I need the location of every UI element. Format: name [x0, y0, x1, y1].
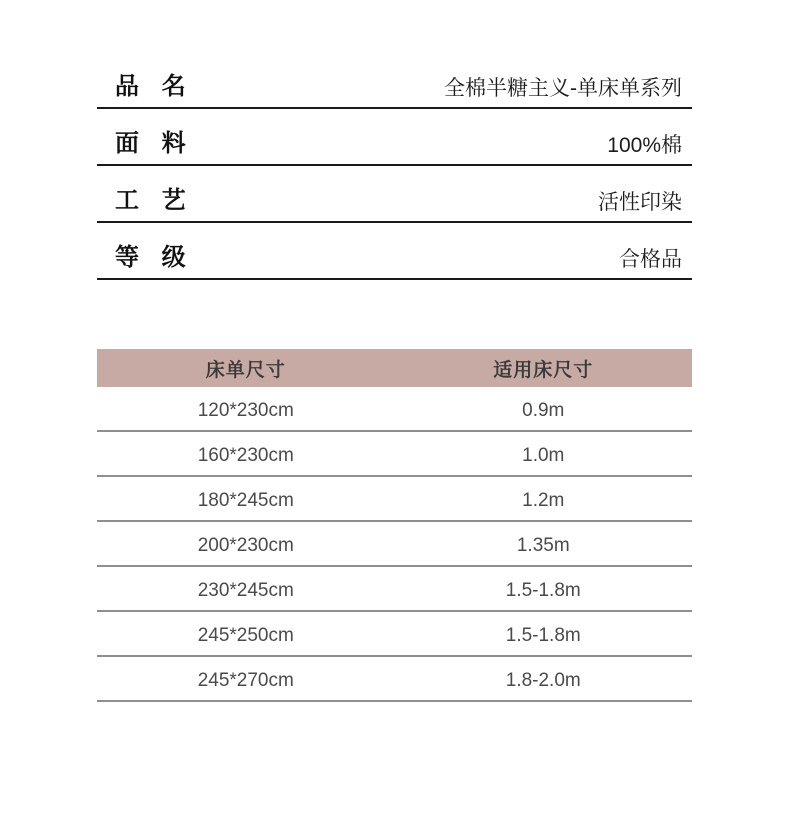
- bed-size-cell: 1.5-1.8m: [505, 580, 581, 601]
- bed-size-cell: 1.0m: [522, 445, 565, 466]
- sheet-size-cell: 245*250cm: [197, 625, 294, 646]
- spec-label: 面 料: [115, 130, 187, 157]
- spec-value: 合格品: [619, 248, 682, 271]
- bed-size-cell: 1.5-1.8m: [505, 625, 581, 646]
- spec-value: 100%棉: [607, 134, 682, 157]
- size-table-row: [97, 387, 692, 432]
- size-table-header-bed-size: 适用床尺寸: [493, 359, 594, 381]
- spec-row-product-name: [97, 52, 692, 109]
- sheet-size-cell: 160*230cm: [197, 445, 294, 466]
- size-table-row: [97, 567, 692, 612]
- size-table-header-sheet-size: 床单尺寸: [205, 359, 286, 381]
- size-table-row: [97, 657, 692, 702]
- size-table-row: [97, 522, 692, 567]
- sheet-size-cell: 230*245cm: [197, 580, 294, 601]
- spec-value: 全棉半糖主义-单床单系列: [444, 77, 682, 100]
- spec-label: 品 名: [115, 73, 187, 100]
- spec-label: 工 艺: [115, 187, 187, 214]
- spec-value: 活性印染: [598, 191, 682, 214]
- size-table-row: [97, 612, 692, 657]
- sheet-size-cell: 200*230cm: [197, 535, 294, 556]
- bed-size-cell: 1.2m: [522, 490, 565, 511]
- bed-size-cell: 1.8-2.0m: [505, 670, 581, 691]
- bed-size-cell: 0.9m: [522, 400, 565, 421]
- size-table-row: [97, 432, 692, 477]
- spec-row-craft: [97, 166, 692, 223]
- sheet-size-cell: 120*230cm: [197, 400, 294, 421]
- size-table-header: [97, 349, 692, 387]
- spec-label: 等 级: [115, 244, 187, 271]
- product-spec-sheet: [97, 0, 692, 702]
- size-table-row: [97, 477, 692, 522]
- spec-row-grade: [97, 223, 692, 280]
- spec-row-fabric: [97, 109, 692, 166]
- bed-size-cell: 1.35m: [516, 535, 570, 556]
- sheet-size-cell: 180*245cm: [197, 490, 294, 511]
- spec-section: [97, 52, 692, 280]
- sheet-size-cell: 245*270cm: [197, 670, 294, 691]
- size-table: [97, 349, 692, 702]
